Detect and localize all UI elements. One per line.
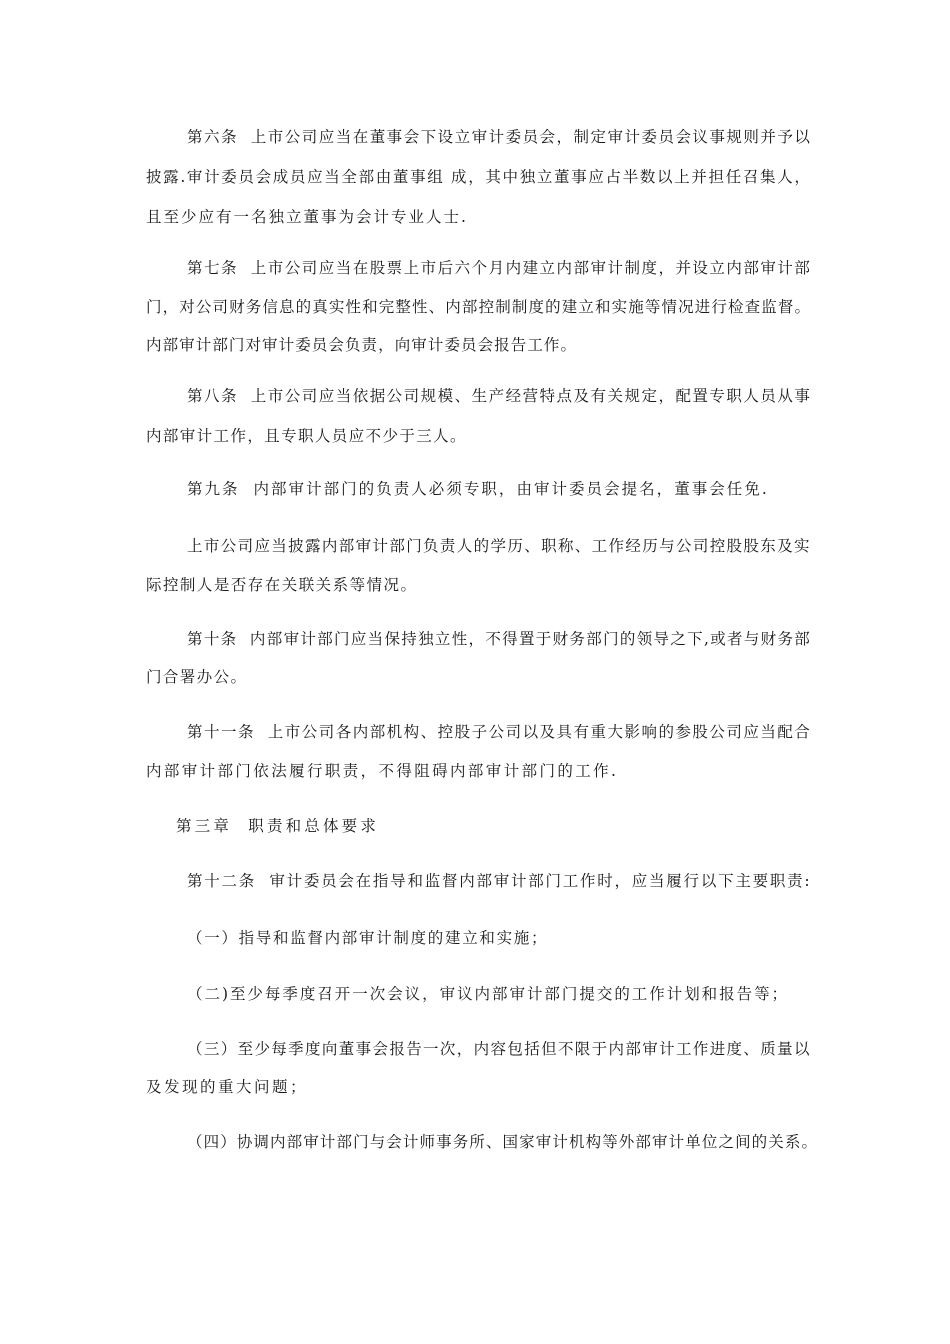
- paragraph-line: 门，对公司财务信息的真实性和完整性、内部控制制度的建立和实施等情况进行检查监督。: [146, 298, 812, 316]
- list-item: （四）协调内部审计部门与会计师事务所、国家审计机构等外部审计单位之间的关系。: [187, 1133, 819, 1151]
- paragraph-line: 第十二条 审计委员会在指导和监督内部审计部门工作时，应当履行以下主要职责:: [187, 872, 812, 890]
- paragraph-line: 第十条 内部审计部门应当保持独立性，不得置于财务部门的领导之下,或者与财务部: [187, 630, 812, 648]
- paragraph-line: 及发现的重大问题；: [146, 1078, 309, 1096]
- paragraph-line: 且至少应有一名独立董事为会计专业人士.: [146, 208, 468, 226]
- paragraph-line: 门合署办公。: [146, 668, 248, 686]
- paragraph-line: 第六条 上市公司应当在董事会下设立审计委员会，制定审计委员会议事规则并予以: [187, 128, 812, 146]
- paragraph-line: 披露.审计委员会成员应当全部由董事组 成，其中独立董事应占半数以上并担任召集人，: [146, 168, 812, 186]
- paragraph-line: 第九条 内部审计部门的负责人必须专职，由审计委员会提名，董事会任免.: [187, 480, 769, 498]
- paragraph-line: 内部审计部门依法履行职责，不得阻碍内部审计部门的工作.: [146, 762, 619, 780]
- paragraph-line: 第八条 上市公司应当依据公司规模、生产经营特点及有关规定，配置专职人员从事: [187, 387, 812, 405]
- paragraph-line: 际控制人是否存在关联关系等情况。: [146, 576, 418, 594]
- paragraph-line: 内部审计工作，且专职人员应不少于三人。: [146, 427, 467, 445]
- chapter-heading: 第三章 职责和总体要求: [176, 817, 380, 835]
- paragraph-line: 第七条 上市公司应当在股票上市后六个月内建立内部审计制度，并设立内部审计部: [187, 259, 812, 277]
- paragraph-line: 内部审计部门对审计委员会负责，向审计委员会报告工作。: [146, 336, 578, 354]
- list-item: （三）至少每季度向董事会报告一次，内容包括但不限于内部审计工作进度、质量以: [187, 1040, 811, 1058]
- paragraph-line: 第十一条 上市公司各内部机构、控股子公司以及具有重大影响的参股公司应当配合: [187, 723, 812, 741]
- list-item: （一）指导和监督内部审计制度的建立和实施；: [187, 929, 549, 947]
- list-item: （二)至少每季度召开一次会议，审议内部审计部门提交的工作计划和报告等；: [187, 985, 790, 1003]
- paragraph-line: 上市公司应当披露内部审计部门负责人的学历、职称、工作经历与公司控股股东及实: [187, 537, 811, 555]
